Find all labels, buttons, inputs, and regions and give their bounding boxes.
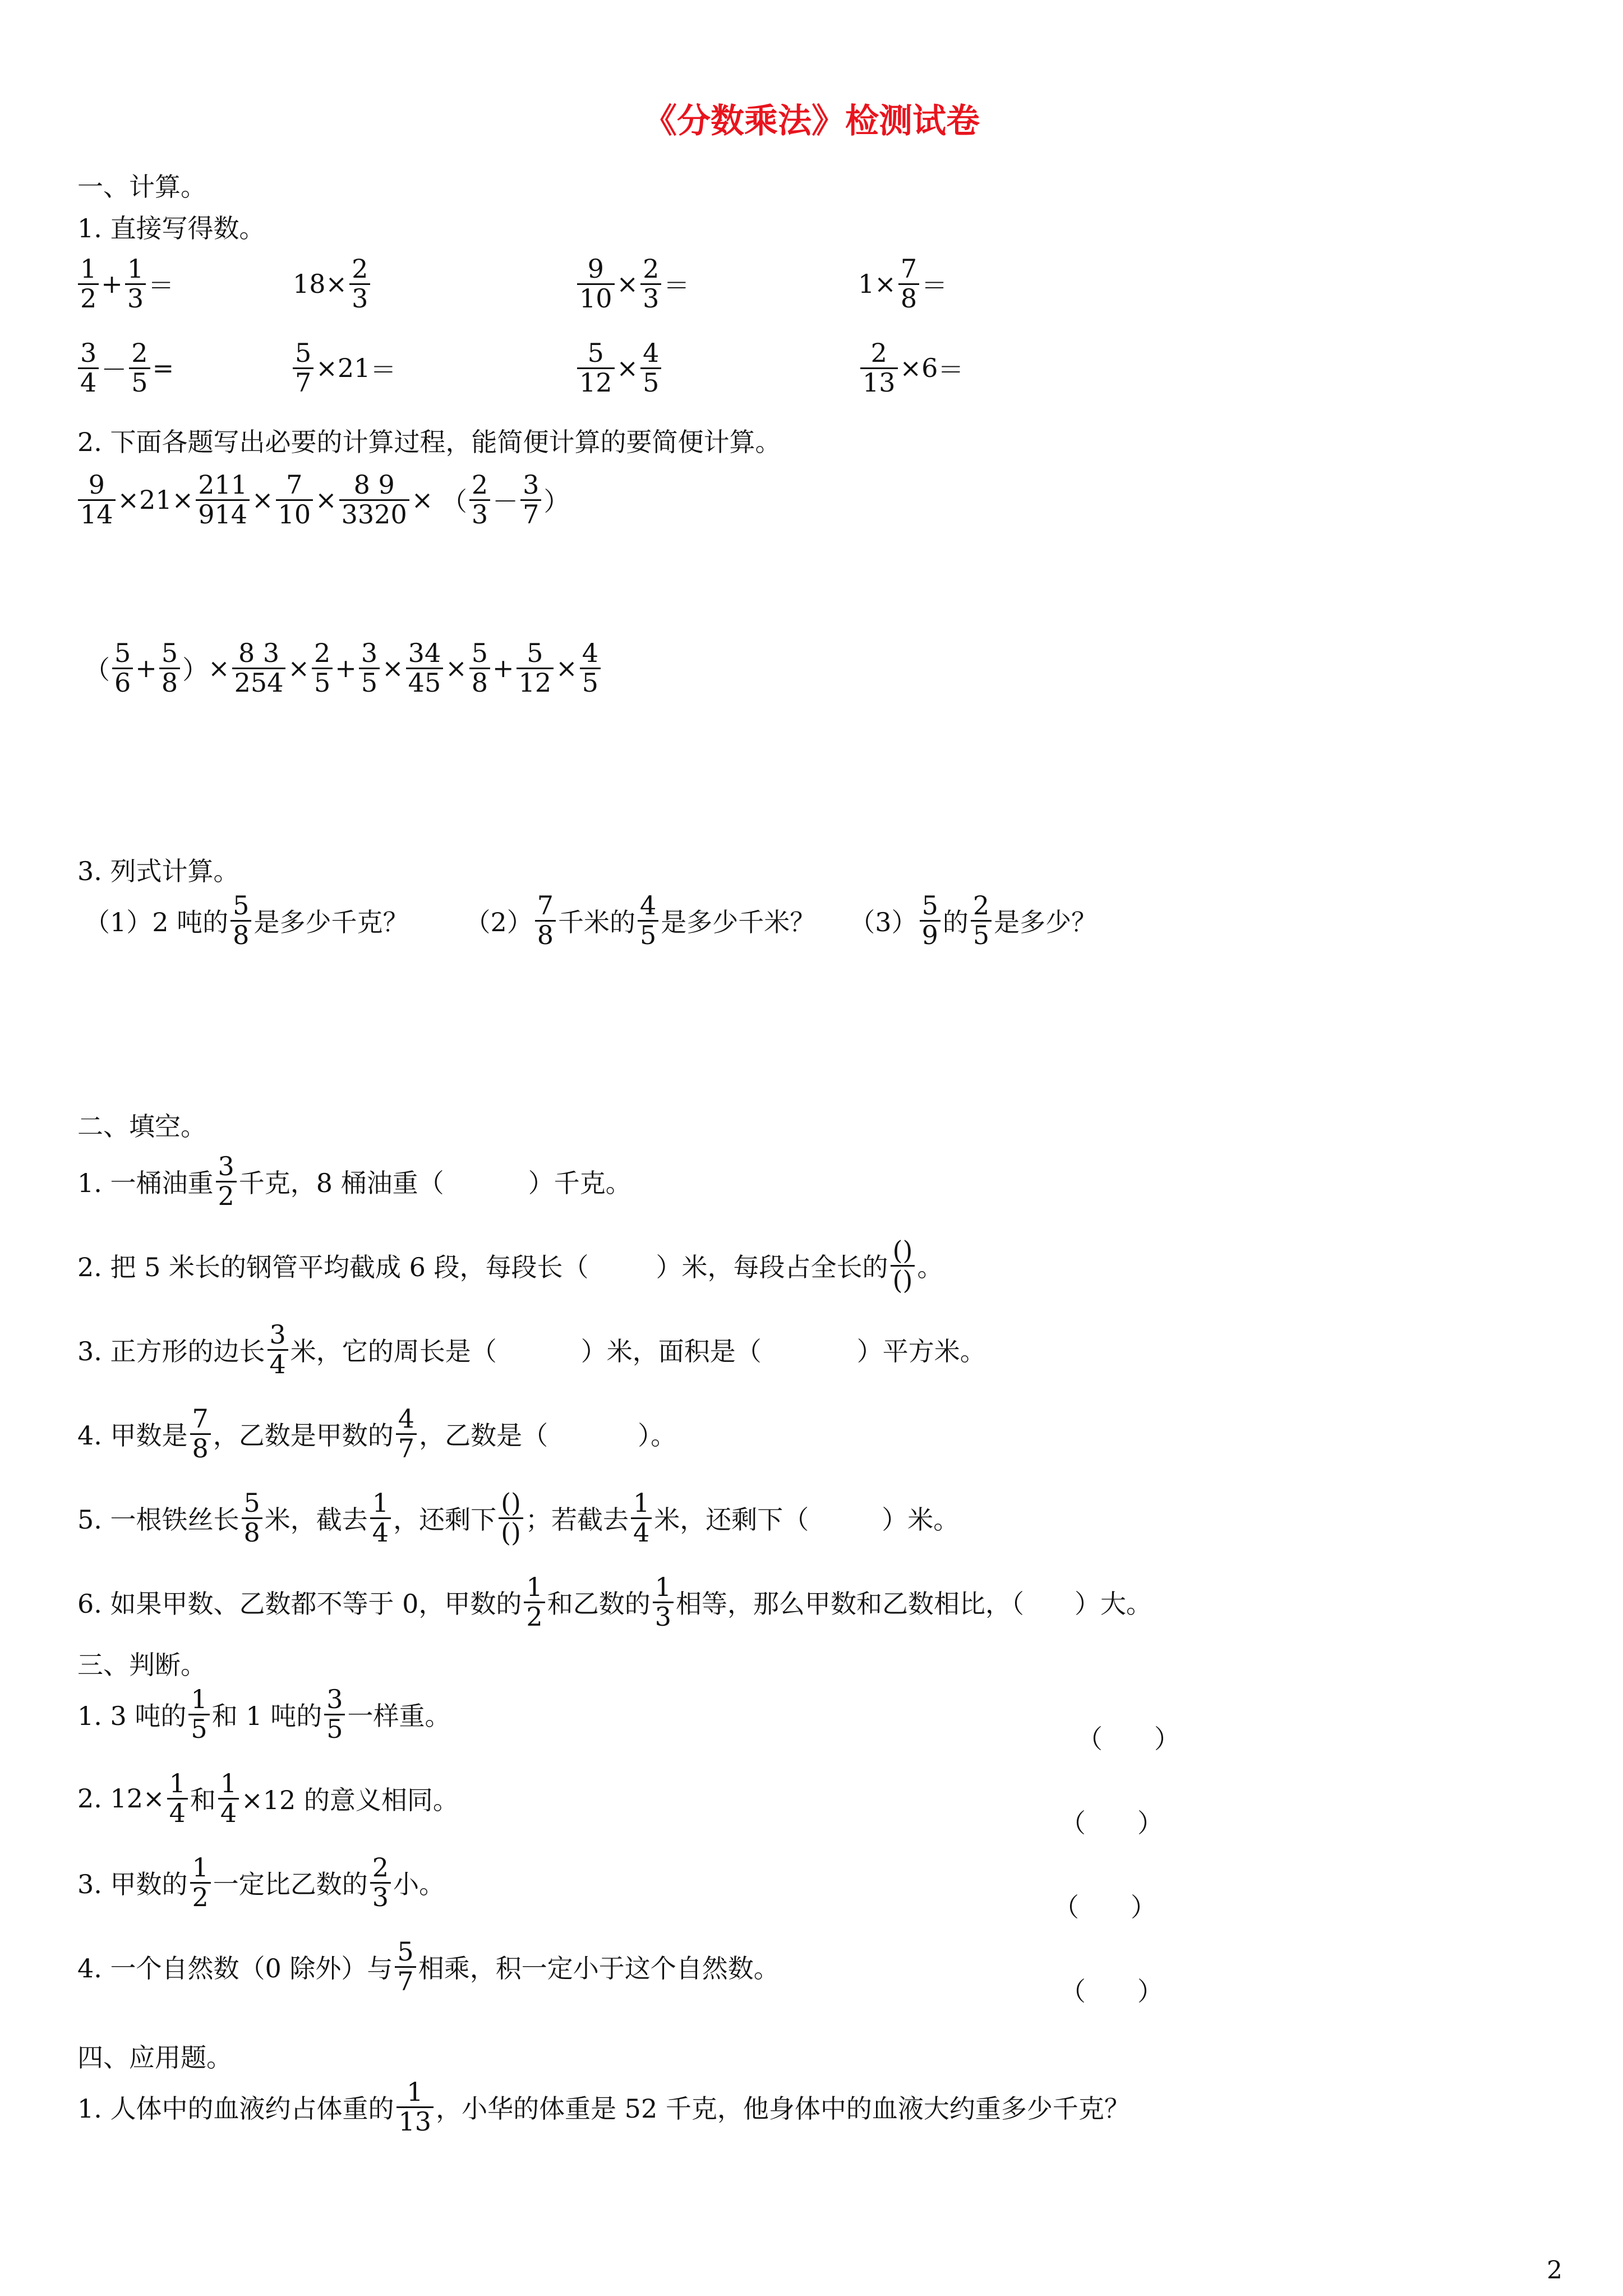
fraction <box>349 255 370 312</box>
text-segment: ）。 <box>638 1420 677 1451</box>
numerator: 1 <box>372 1488 389 1518</box>
text-segment: ，小华的体重是 52 千克，他身体中的血液大约重多少千克？ <box>436 2093 1130 2124</box>
text-segment: ＝ <box>148 270 174 301</box>
denominator: 5 <box>971 920 992 950</box>
text-segment: + <box>492 653 514 684</box>
fraction <box>268 1321 288 1378</box>
numerator: 9 <box>587 254 604 284</box>
text-segment: － <box>492 486 519 517</box>
fraction <box>860 339 898 397</box>
text-segment: 。 <box>917 1252 943 1283</box>
fraction <box>406 639 444 697</box>
denominator: 3320 <box>339 499 409 529</box>
denominator: 10 <box>577 283 615 313</box>
fraction <box>577 255 615 312</box>
text-segment: + <box>101 269 123 300</box>
denominator: 3 <box>349 283 370 313</box>
numerator: 4 <box>582 638 598 668</box>
numerator: 8 3 <box>238 638 280 668</box>
text-segment: 3. 正方形的边长 <box>77 1336 265 1367</box>
text-segment: ，还剩下 <box>393 1504 497 1535</box>
fraction <box>312 639 333 697</box>
text-segment: × <box>325 269 348 300</box>
fill-item-1 <box>77 1153 631 1210</box>
text-segment: （ <box>84 655 110 685</box>
denominator: 7 <box>396 1433 417 1463</box>
text-segment: × <box>252 485 274 516</box>
calc-1-2 <box>293 255 372 312</box>
q2-expression-1 <box>76 471 569 528</box>
fraction <box>190 1854 211 1911</box>
fraction <box>293 339 313 397</box>
text-segment: 和 <box>190 1785 216 1816</box>
numerator: 4 <box>640 890 657 921</box>
fraction <box>370 1489 391 1547</box>
section-4-heading: 四、应用题。 <box>77 2042 232 2073</box>
text-segment: 2. 把 5 米长的钢管平均截成 6 段，每段长（ <box>77 1252 589 1283</box>
numerator: 3 <box>326 1684 343 1714</box>
text-segment: × <box>315 485 337 516</box>
text-segment: × <box>616 269 639 300</box>
text-segment: 是多少千米？ <box>661 907 816 938</box>
section-1-heading: 一、计算。 <box>77 172 206 202</box>
text-segment: 4. 甲数是 <box>77 1420 188 1451</box>
word-problem-1 <box>77 2078 1130 2136</box>
text-segment: 是多少千克？ <box>253 907 409 938</box>
calc-1-4 <box>858 255 947 312</box>
fraction <box>159 639 180 697</box>
fraction <box>218 1770 239 1827</box>
text-segment: ）平方米。 <box>856 1336 986 1367</box>
numerator: 5 <box>114 638 131 668</box>
text-segment: ＝ <box>370 355 396 385</box>
text-segment: 21 <box>139 485 172 516</box>
text-segment: 1. 3 吨的 <box>77 1701 187 1732</box>
numerator: 4 <box>643 338 660 368</box>
fraction <box>324 1686 345 1743</box>
calc-2-4 <box>858 339 963 397</box>
text-segment: 4. 一个自然数（0 除外）与 <box>77 1953 393 1984</box>
denominator: 8 <box>242 1517 262 1547</box>
text-segment: 相等，那么甲数和乙数相比，（ <box>675 1589 1024 1619</box>
text-segment: × <box>208 653 230 684</box>
denominator: 14 <box>78 499 116 529</box>
text-segment: 米，还剩下（ <box>654 1504 809 1535</box>
denominator: 5 <box>640 367 661 397</box>
q2-expression-2 <box>84 639 603 697</box>
denominator: 5 <box>129 367 150 397</box>
fraction <box>577 339 615 397</box>
fraction <box>499 1489 523 1547</box>
judge-answer-3: （ ） <box>1053 1892 1156 1922</box>
fraction <box>125 255 146 312</box>
text-segment: （ <box>441 486 467 517</box>
denominator: 5 <box>188 1714 209 1743</box>
denominator: 2 <box>78 283 99 313</box>
numerator: 1 <box>169 1768 186 1798</box>
fraction <box>638 892 658 949</box>
text-segment: ＝ <box>921 270 948 301</box>
numerator: 1 <box>633 1488 650 1518</box>
denominator: 8 <box>469 668 490 697</box>
text-segment: ）米，每段占全长的 <box>656 1252 888 1283</box>
judge-answer-1: （ ） <box>1077 1724 1180 1754</box>
text-segment: 的 <box>942 907 969 938</box>
text-segment: ，乙数是甲数的 <box>213 1420 394 1451</box>
denominator: 4 <box>370 1517 391 1547</box>
text-segment: 5. 一根铁丝长 <box>77 1504 239 1535</box>
fraction <box>520 471 541 528</box>
denominator: 8 <box>898 283 919 313</box>
text-segment: = <box>152 353 174 384</box>
judge-item-4 <box>77 1938 780 1995</box>
denominator: 4 <box>167 1798 188 1828</box>
text-segment: 米，它的周长是（ <box>290 1336 497 1367</box>
text-segment: （2） <box>464 907 533 938</box>
calc-2-1 <box>76 339 174 397</box>
denominator: 2 <box>190 1882 211 1912</box>
numerator: 5 <box>397 1936 414 1967</box>
text-segment: （1）2 吨的 <box>84 907 229 938</box>
denominator: () <box>891 1265 915 1295</box>
fraction <box>524 1573 545 1631</box>
denominator: 4 <box>631 1517 652 1547</box>
text-segment: × <box>382 653 404 684</box>
text-segment: 是多少？ <box>994 907 1098 938</box>
numerator: 1 <box>220 1768 237 1798</box>
text-segment: 1. 人体中的血液约占体重的 <box>77 2093 394 2124</box>
fraction <box>891 1237 915 1294</box>
numerator: 1 <box>526 1572 543 1602</box>
fraction <box>396 2078 434 2136</box>
text-segment: × <box>874 269 896 300</box>
text-segment: 相乘，积一定小于这个自然数。 <box>418 1953 780 1984</box>
denominator: 254 <box>232 668 286 697</box>
fraction <box>188 1686 209 1743</box>
numerator: () <box>501 1488 521 1518</box>
fraction <box>396 1405 417 1462</box>
text-segment: × <box>411 485 434 516</box>
numerator: 34 <box>408 638 441 668</box>
fill-item-3 <box>77 1321 986 1378</box>
denominator: 2 <box>216 1181 237 1211</box>
text-segment: 2. 12× <box>77 1783 165 1814</box>
denominator: () <box>499 1517 523 1547</box>
fraction <box>359 639 380 697</box>
numerator: 7 <box>900 254 917 284</box>
text-segment: × <box>445 653 467 684</box>
fraction <box>898 255 919 312</box>
fraction <box>78 471 116 528</box>
fraction <box>395 1938 416 1995</box>
fraction <box>242 1489 262 1547</box>
denominator: 12 <box>577 367 615 397</box>
text-segment: 千克，8 桶油重（ <box>238 1168 444 1199</box>
fill-item-4 <box>77 1405 676 1462</box>
fraction <box>920 892 940 949</box>
fraction <box>216 1153 237 1210</box>
denominator: 3 <box>125 283 146 313</box>
text-segment: ）大。 <box>1074 1589 1152 1619</box>
calc-1-1 <box>76 255 174 312</box>
numerator: 8 9 <box>353 470 395 500</box>
text-segment: 6. 如果甲数、乙数都不等于 0，甲数的 <box>77 1589 522 1619</box>
text-segment: （3） <box>849 907 917 938</box>
text-segment: ）米，面积是（ <box>580 1336 762 1367</box>
fill-item-5 <box>77 1489 959 1547</box>
denominator: 5 <box>312 668 333 697</box>
numerator: 5 <box>921 890 938 921</box>
fill-item-2 <box>77 1237 943 1294</box>
page-number: 2 <box>1547 2256 1562 2285</box>
denominator: 7 <box>520 499 541 529</box>
fraction <box>631 1489 652 1547</box>
denominator: 13 <box>396 2106 434 2136</box>
fraction <box>640 255 661 312</box>
numerator: 2 <box>870 338 887 368</box>
numerator: 1 <box>192 1852 209 1883</box>
judge-answer-2: （ ） <box>1060 1808 1163 1838</box>
denominator: 5 <box>324 1714 345 1743</box>
numerator: 2 <box>471 470 488 500</box>
text-segment: × <box>616 353 639 384</box>
numerator: 2 <box>372 1852 389 1883</box>
denominator: 8 <box>535 920 556 950</box>
calc-2-2 <box>291 339 396 397</box>
fraction <box>196 471 250 528</box>
denominator: 4 <box>78 367 99 397</box>
numerator: 5 <box>471 638 488 668</box>
text-segment: ） <box>543 486 570 517</box>
fraction <box>469 639 490 697</box>
fraction <box>653 1573 674 1631</box>
text-segment: × <box>316 353 338 384</box>
denominator: 8 <box>159 668 180 697</box>
section-2-heading: 二、填空。 <box>77 1111 206 1142</box>
fraction <box>78 339 99 397</box>
fraction <box>640 339 661 397</box>
denominator: 3 <box>469 499 490 529</box>
denominator: 3 <box>640 283 661 313</box>
denominator: 8 <box>190 1433 211 1463</box>
text-segment: 6 <box>921 353 938 384</box>
judge-answer-4: （ ） <box>1060 1976 1163 2007</box>
q2-label: 2. 下面各题写出必要的计算过程，能简便计算的要简便计算。 <box>77 427 781 457</box>
text-segment: 一样重。 <box>347 1701 451 1732</box>
numerator: () <box>892 1235 913 1266</box>
numerator: 5 <box>295 338 312 368</box>
denominator: 2 <box>524 1602 545 1631</box>
numerator: 3 <box>80 338 97 368</box>
numerator: 7 <box>537 890 554 921</box>
fraction <box>517 639 554 697</box>
denominator: 5 <box>638 920 658 950</box>
calc-1-3 <box>575 255 689 312</box>
denominator: 7 <box>395 1966 416 1996</box>
numerator: 2 <box>131 338 148 368</box>
fraction <box>535 892 556 949</box>
numerator: 7 <box>192 1404 209 1434</box>
denominator: 13 <box>860 367 898 397</box>
numerator: 1 <box>407 2077 423 2107</box>
denominator: 6 <box>112 668 133 697</box>
text-segment: × <box>288 653 310 684</box>
fraction <box>370 1854 391 1911</box>
numerator: 2 <box>643 254 660 284</box>
calc-2-3 <box>575 339 663 397</box>
text-segment: × <box>172 485 194 516</box>
q3-parts <box>84 892 1097 949</box>
text-segment: ） <box>182 655 209 685</box>
text-segment: ＝ <box>663 270 690 301</box>
text-segment: 米，截去 <box>264 1504 368 1535</box>
fill-item-6 <box>77 1573 1152 1631</box>
text-segment: 1. 一桶油重 <box>77 1168 214 1199</box>
text-segment: ×12 的意义相同。 <box>241 1785 459 1816</box>
numerator: 1 <box>80 254 97 284</box>
text-segment: 1 <box>858 269 875 300</box>
denominator: 5 <box>359 668 380 697</box>
denominator: 9 <box>920 920 940 950</box>
fraction <box>112 639 133 697</box>
denominator: 12 <box>517 668 554 697</box>
denominator: 3 <box>370 1882 391 1912</box>
q3-label: 3. 列式计算。 <box>77 856 239 886</box>
fraction <box>469 471 490 528</box>
numerator: 5 <box>243 1488 260 1518</box>
fraction <box>167 1770 188 1827</box>
text-segment: × <box>900 353 922 384</box>
denominator: 8 <box>230 920 251 950</box>
numerator: 5 <box>233 890 250 921</box>
judge-item-3 <box>77 1854 445 1911</box>
judge-item-2 <box>77 1770 459 1827</box>
text-segment: 小。 <box>393 1869 445 1900</box>
fraction <box>276 471 313 528</box>
numerator: 4 <box>398 1404 415 1434</box>
text-segment: × <box>117 485 140 516</box>
numerator: 3 <box>523 470 540 500</box>
text-segment: 和 1 吨的 <box>211 1701 322 1732</box>
text-segment: 21 <box>337 353 371 384</box>
text-segment: ，乙数是（ <box>419 1420 548 1451</box>
numerator: 1 <box>191 1684 208 1714</box>
numerator: 3 <box>218 1151 234 1181</box>
text-segment: 和乙数的 <box>547 1589 651 1619</box>
text-segment: + <box>135 653 157 684</box>
numerator: 5 <box>527 638 543 668</box>
fraction <box>78 255 99 312</box>
numerator: 3 <box>269 1319 286 1350</box>
text-segment: + <box>335 653 357 684</box>
denominator: 10 <box>276 499 313 529</box>
fraction <box>129 339 150 397</box>
denominator: 45 <box>406 668 444 697</box>
text-segment: 3. 甲数的 <box>77 1869 188 1900</box>
q1-label: 1. 直接写得数。 <box>77 213 265 243</box>
text-segment <box>433 485 441 515</box>
denominator: 4 <box>218 1798 239 1828</box>
denominator: 914 <box>196 499 250 529</box>
judge-item-1 <box>77 1686 450 1743</box>
text-segment: 千米的 <box>558 907 635 938</box>
text-segment: × <box>556 653 578 684</box>
text-segment: ；若截去 <box>525 1504 629 1535</box>
fraction <box>232 639 286 697</box>
fraction <box>230 892 251 949</box>
numerator: 3 <box>361 638 378 668</box>
numerator: 2 <box>352 254 368 284</box>
numerator: 9 <box>88 470 105 500</box>
text-segment: 一定比乙数的 <box>213 1869 368 1900</box>
text-segment: ）米。 <box>882 1504 960 1535</box>
fraction <box>971 892 992 949</box>
numerator: 2 <box>314 638 331 668</box>
numerator: 1 <box>127 254 144 284</box>
page-title: 《分数乘法》检测试卷 <box>643 102 980 141</box>
denominator: 7 <box>293 367 313 397</box>
numerator: 211 <box>198 470 247 500</box>
text-segment: － <box>101 355 127 385</box>
numerator: 7 <box>286 470 303 500</box>
denominator: 4 <box>268 1349 288 1379</box>
numerator: 5 <box>587 338 604 368</box>
denominator: 3 <box>653 1602 674 1631</box>
text-segment: ）千克。 <box>528 1168 631 1199</box>
fraction <box>190 1405 211 1462</box>
denominator: 5 <box>580 668 601 697</box>
section-3-heading: 三、判断。 <box>77 1650 206 1680</box>
fraction <box>339 471 409 528</box>
numerator: 5 <box>161 638 178 668</box>
numerator: 1 <box>654 1572 671 1602</box>
text-segment: 18 <box>293 269 326 300</box>
fraction <box>580 639 601 697</box>
numerator: 2 <box>972 890 990 921</box>
text-segment: ＝ <box>938 355 964 385</box>
